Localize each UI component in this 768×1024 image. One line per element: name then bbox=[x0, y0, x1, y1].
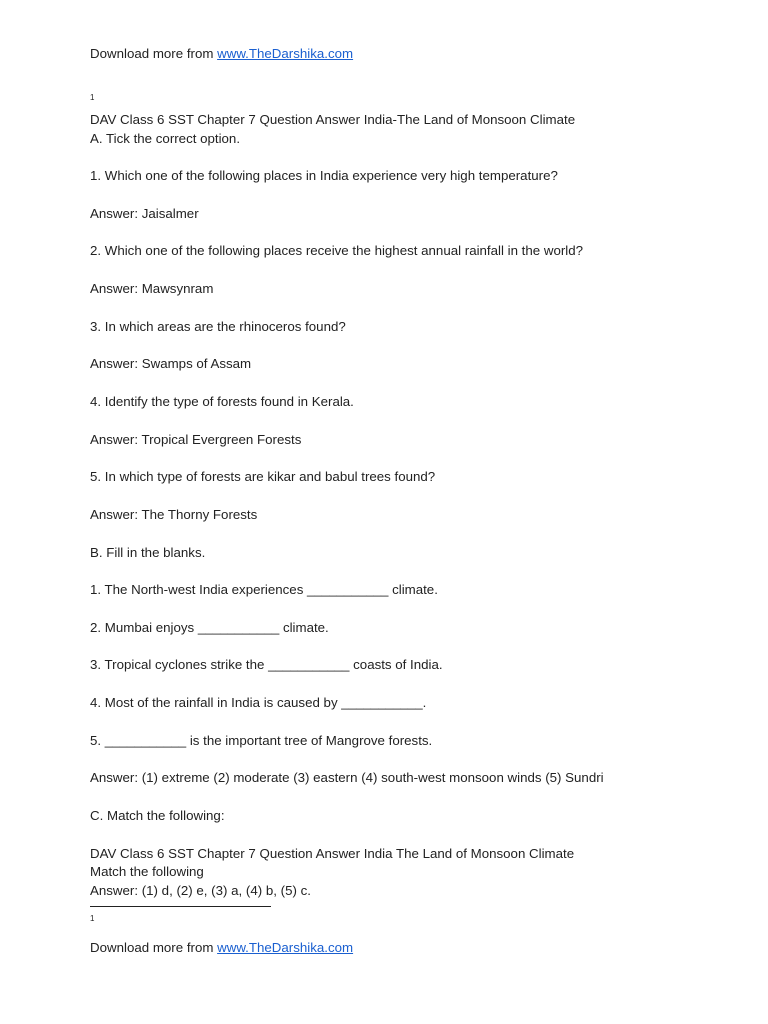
question-a-4: 4. Identify the type of forests found in Kerala. bbox=[90, 394, 354, 409]
document-title: DAV Class 6 SST Chapter 7 Question Answer India-The Land of Monsoon Climate bbox=[90, 112, 576, 127]
blank-b-3: 3. Tropical cyclones strike the ___________ coasts of India. bbox=[90, 657, 443, 672]
section-b-answer: Answer: (1) extreme (2) moderate (3) eastern (4) south-west monsoon winds (5) Sundri bbox=[90, 770, 604, 785]
question-a-5: 5. In which type of forests are kikar and babul trees found? bbox=[90, 469, 436, 484]
answer-a-2: Answer: Mawsynram bbox=[90, 281, 214, 296]
section-c-answer: Answer: (1) d, (2) e, (3) a, (4) b, (5) c. bbox=[90, 883, 311, 898]
footnote-rule bbox=[90, 906, 271, 907]
footnote-marker-top: 1 bbox=[90, 93, 95, 102]
section-c-line2: Match the following bbox=[90, 864, 204, 879]
footnote-marker-bottom: 1 bbox=[90, 914, 95, 923]
answer-a-3: Answer: Swamps of Assam bbox=[90, 356, 252, 371]
answer-a-1: Answer: Jaisalmer bbox=[90, 206, 199, 221]
answer-a-4: Answer: Tropical Evergreen Forests bbox=[90, 432, 302, 447]
section-b-heading: B. Fill in the blanks. bbox=[90, 545, 206, 560]
section-c-heading: C. Match the following: bbox=[90, 808, 225, 823]
question-a-3: 3. In which areas are the rhinoceros found? bbox=[90, 319, 346, 334]
section-c-line1: DAV Class 6 SST Chapter 7 Question Answer India The Land of Monsoon Climate bbox=[90, 846, 575, 861]
footer-prefix: Download more from bbox=[90, 940, 218, 955]
header-line bbox=[90, 45, 353, 63]
footer-link[interactable]: www.TheDarshika.com bbox=[217, 940, 354, 955]
question-a-1: 1. Which one of the following places in India experience very high temperature? bbox=[90, 168, 558, 183]
section-a-heading: A. Tick the correct option. bbox=[90, 131, 241, 146]
question-a-2: 2. Which one of the following places receive the highest annual rainfall in the world? bbox=[90, 243, 584, 258]
footer-line bbox=[90, 939, 353, 957]
blank-b-4: 4. Most of the rainfall in India is caused by ___________. bbox=[90, 695, 427, 710]
blank-b-1: 1. The North-west India experiences ___________ climate. bbox=[90, 582, 438, 597]
blank-b-5: 5. ___________ is the important tree of Mangrove forests. bbox=[90, 733, 433, 748]
header-link[interactable]: www.TheDarshika.com bbox=[217, 46, 354, 61]
header-prefix: Download more from bbox=[90, 46, 218, 61]
answer-a-5: Answer: The Thorny Forests bbox=[90, 507, 258, 522]
blank-b-2: 2. Mumbai enjoys ___________ climate. bbox=[90, 620, 329, 635]
